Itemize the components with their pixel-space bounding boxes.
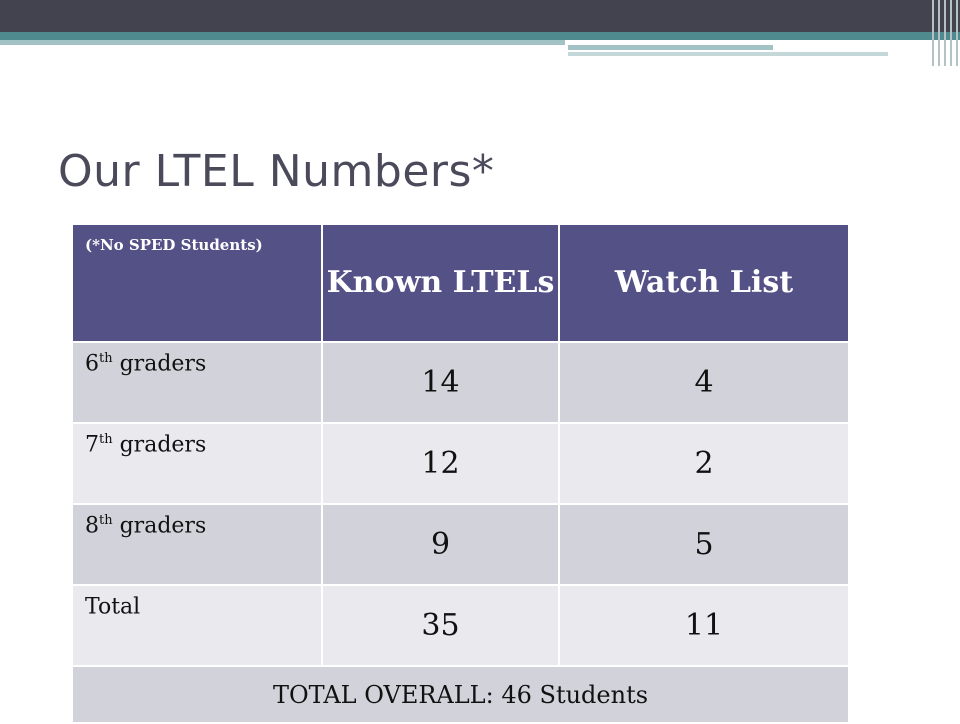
- header-watch-list: Watch List: [559, 224, 849, 342]
- total-overall-text: TOTAL OVERALL: 46 Students: [72, 666, 849, 723]
- watch-value: 4: [559, 342, 849, 423]
- known-value: 35: [322, 585, 559, 666]
- watch-value: 11: [559, 585, 849, 666]
- watch-value: 5: [559, 504, 849, 585]
- row-label: 7th graders: [72, 423, 322, 504]
- slide-title: Our LTEL Numbers*: [58, 146, 495, 197]
- top-decor-teal-line: [0, 32, 960, 40]
- row-label: 6th graders: [72, 342, 322, 423]
- row-label: 8th graders: [72, 504, 322, 585]
- ltel-table: [71, 223, 850, 724]
- top-decor-pale-line-3: [568, 52, 888, 56]
- table-row: [72, 342, 849, 423]
- header-note: (*No SPED Students): [72, 224, 322, 342]
- table-header-row: [72, 224, 849, 342]
- known-value: 14: [322, 342, 559, 423]
- row-label: Total: [72, 585, 322, 666]
- known-value: 12: [322, 423, 559, 504]
- top-decor-bar: [0, 0, 960, 32]
- corner-decor-stripes: [928, 0, 960, 66]
- known-value: 9: [322, 504, 559, 585]
- header-known-ltels: Known LTELs: [322, 224, 559, 342]
- top-decor-pale-line: [0, 40, 565, 45]
- watch-value: 2: [559, 423, 849, 504]
- table-row: [72, 423, 849, 504]
- table-row: [72, 504, 849, 585]
- top-decor-pale-line-2: [568, 45, 773, 50]
- table-row: [72, 585, 849, 666]
- total-overall-row: [72, 666, 849, 723]
